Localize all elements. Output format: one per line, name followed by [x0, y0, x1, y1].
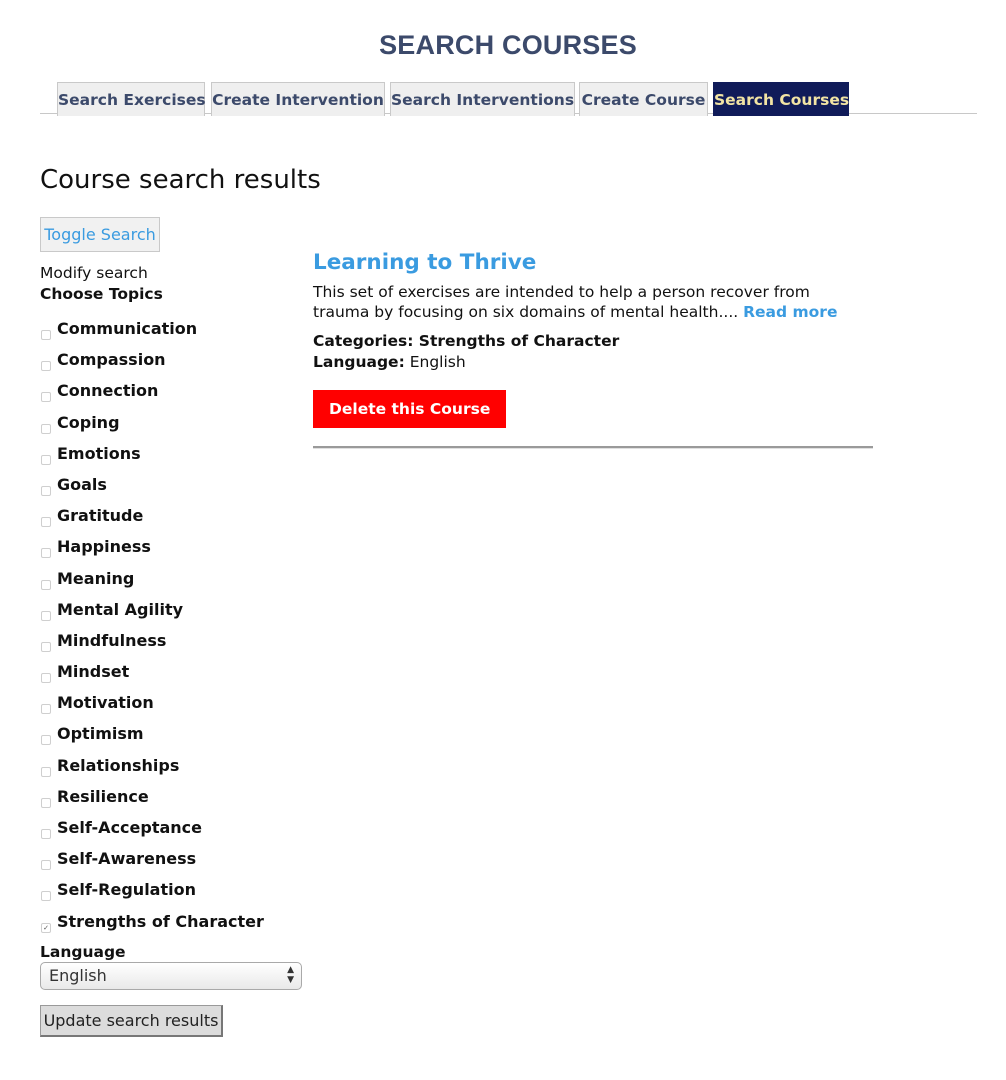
topic-checkbox[interactable] — [41, 860, 51, 870]
update-search-results-button[interactable]: Update search results — [40, 1005, 223, 1037]
topic-label[interactable]: Mental Agility — [57, 599, 184, 619]
topic-label[interactable]: Motivation — [57, 693, 154, 713]
topic-label[interactable]: Gratitude — [57, 506, 144, 526]
topic-label[interactable]: Self-Regulation — [57, 880, 196, 900]
topic-label[interactable]: Mindfulness — [57, 630, 167, 650]
toggle-search-button[interactable]: Toggle Search — [40, 217, 160, 252]
topic-label[interactable]: Self-Acceptance — [57, 818, 203, 837]
tab-search-exercises[interactable]: Search Exercises — [57, 82, 205, 116]
topic-label[interactable]: Relationships — [57, 755, 180, 775]
delete-course-button[interactable]: Delete this Course — [313, 390, 506, 428]
topic-label[interactable]: Communication — [57, 319, 198, 338]
topic-checkbox[interactable] — [41, 829, 51, 839]
topic-checkbox[interactable] — [41, 767, 51, 777]
topic-label[interactable]: Emotions — [57, 443, 141, 463]
course-description — [313, 282, 869, 322]
tab-create-intervention[interactable]: Create Intervention — [211, 82, 385, 116]
topic-label[interactable]: Optimism — [57, 724, 144, 744]
course-description-text: This set of exercises are intended to help a person recover from trauma by focusing on six domains of mental health.... — [313, 283, 810, 321]
topic-checkbox[interactable] — [41, 642, 51, 652]
course-result — [313, 248, 873, 428]
topic-checkbox[interactable] — [41, 486, 51, 496]
check-mark-icon: ✓ — [43, 923, 49, 932]
course-meta — [313, 331, 873, 373]
topic-checkbox[interactable] — [41, 673, 51, 683]
course-language-label: Language: — [313, 353, 405, 371]
topic-checkbox[interactable] — [41, 392, 51, 402]
topic-label[interactable]: Happiness — [57, 537, 151, 557]
topic-label[interactable]: Meaning — [57, 568, 135, 588]
topic-checkbox[interactable] — [41, 611, 51, 621]
topic-label[interactable]: Resilience — [57, 786, 149, 806]
tab-search-courses[interactable]: Search Courses — [713, 82, 849, 116]
topic-checkbox[interactable] — [41, 548, 51, 558]
topic-checkbox[interactable] — [41, 704, 51, 714]
topic-label[interactable]: Mindset — [57, 662, 130, 682]
tab-search-interventions[interactable]: Search Interventions — [390, 82, 575, 116]
topic-label[interactable]: Self-Awareness — [57, 849, 197, 869]
choose-topics-label: Choose Topics — [40, 285, 163, 303]
topic-label[interactable]: Strengths of Character — [57, 911, 264, 931]
topic-checkbox[interactable] — [41, 517, 51, 527]
topic-checkbox[interactable] — [41, 361, 51, 371]
read-more-link[interactable]: Read more — [743, 303, 838, 321]
language-select-value: English — [49, 966, 107, 985]
tab-create-course[interactable]: Create Course — [579, 82, 708, 116]
language-label: Language — [40, 943, 126, 961]
page-title: SEARCH COURSES — [379, 30, 637, 60]
topic-checkbox[interactable] — [41, 455, 51, 465]
result-divider — [313, 446, 873, 449]
course-categories: Categories: Strengths of Character — [313, 332, 620, 350]
topic-checkbox[interactable] — [41, 580, 51, 590]
topic-label[interactable]: Compassion — [57, 350, 166, 370]
topic-checkbox[interactable] — [41, 424, 51, 434]
language-select[interactable] — [40, 962, 302, 990]
select-arrows-icon: ▲ ▼ — [287, 965, 294, 985]
topic-checkbox[interactable] — [41, 735, 51, 745]
results-heading: Course search results — [40, 165, 321, 195]
topic-label[interactable]: Connection — [57, 381, 159, 401]
course-language-value: English — [409, 353, 466, 371]
modify-search-label: Modify search — [40, 264, 148, 282]
course-title-link[interactable]: Learning to Thrive — [313, 250, 537, 275]
topic-checkbox[interactable] — [41, 330, 51, 340]
topic-checkbox[interactable] — [41, 891, 51, 901]
topic-label[interactable]: Coping — [57, 412, 120, 432]
topic-checkbox[interactable] — [41, 798, 51, 808]
topic-checkbox[interactable] — [41, 923, 51, 933]
topic-label[interactable]: Goals — [57, 474, 107, 494]
